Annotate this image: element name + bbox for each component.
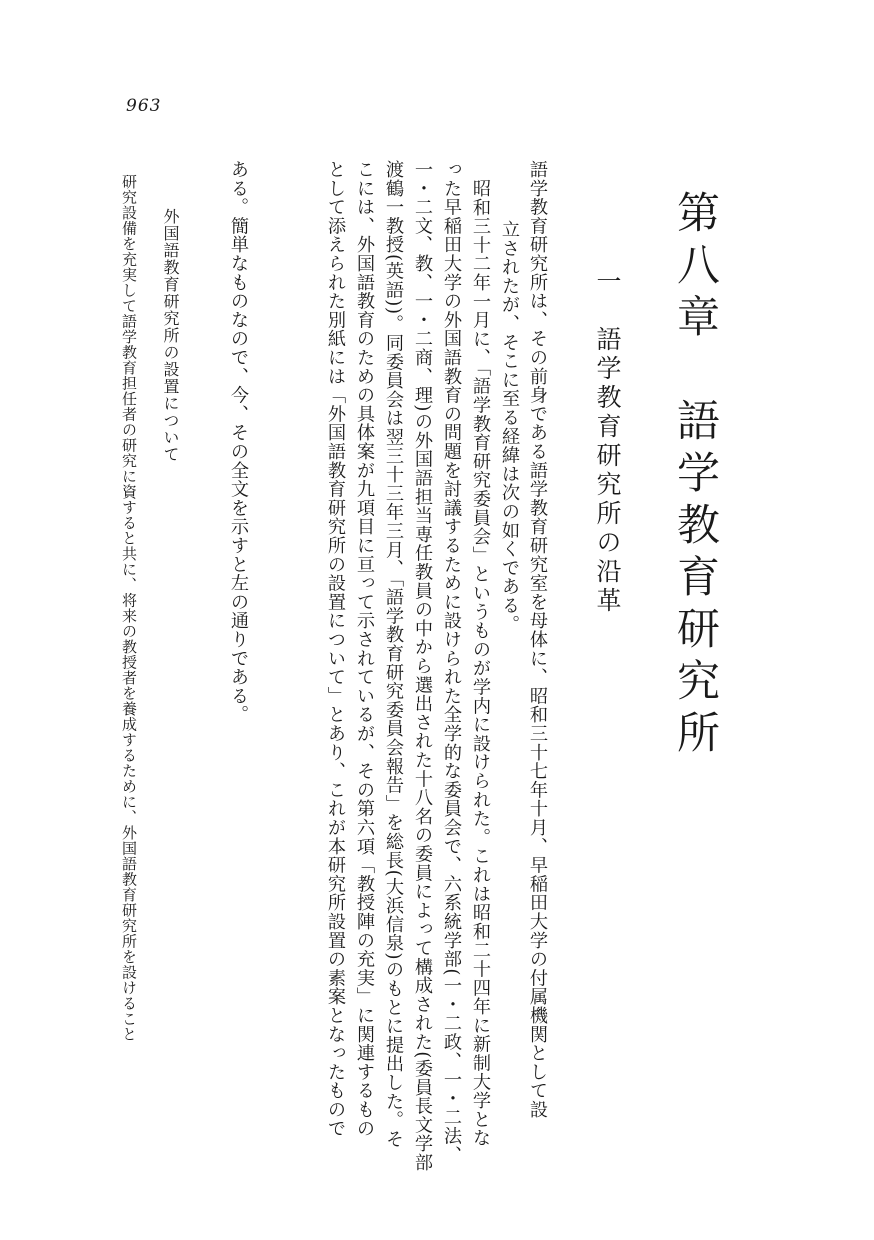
- memo-title: 外国語教育研究所の設置について: [161, 208, 180, 463]
- body-line: 昭和三十二年一月に、「語学教育研究委員会」というものが学内に設けられた。これは昭和二十四年に新制大学とな: [470, 179, 491, 1148]
- body-line: 渡鶴一教授(英語))。同委員会は翌三十三年三月、「語学教育研究委員会報告」を総長(大浜信泉)のもとに提出した。そ: [383, 160, 404, 1149]
- body-line: ある。簡単なものなので、今、その全文を示すと左の通りである。: [228, 160, 249, 724]
- memo-line: 研究設備を充実して語学教育担任者の研究に資すると共に、将来の教授者を養成するために、外国語教育研究所を設けること: [120, 174, 138, 1042]
- body-line: こには、外国語教育のための具体案が九項目に亘って示されているが、その第六項「教授陣の充実」に関連するもの: [354, 160, 375, 1138]
- body-line: として添えられた別紙には「外国語教育研究所の設置について」とあり、これが本研究所設置の素案となったもので: [325, 160, 346, 1138]
- page-number: 963: [126, 96, 162, 116]
- body-line: 語学教育研究所は、その前身である語学教育研究室を母体に、昭和三十七年十月、早稲田大学の付属機関として設: [527, 160, 548, 1119]
- body-line: 一・二文、教、一・二商、理)の外国語担当専任教員の中から選出された十八名の委員によって構成された(委員長文学部: [412, 160, 433, 1172]
- section-title: 一 語学教育研究所の沿革: [593, 268, 622, 616]
- body-line: 立されたが、そこに至る経緯は次の如くである。: [499, 220, 520, 634]
- body-line: った早稲田大学の外国語教育の問題を討議するために設けられた全学的な委員会で、六系統学部(一・二政、一・二法、: [441, 160, 462, 1165]
- chapter-title: 第八章 語学教育研究所: [670, 190, 720, 762]
